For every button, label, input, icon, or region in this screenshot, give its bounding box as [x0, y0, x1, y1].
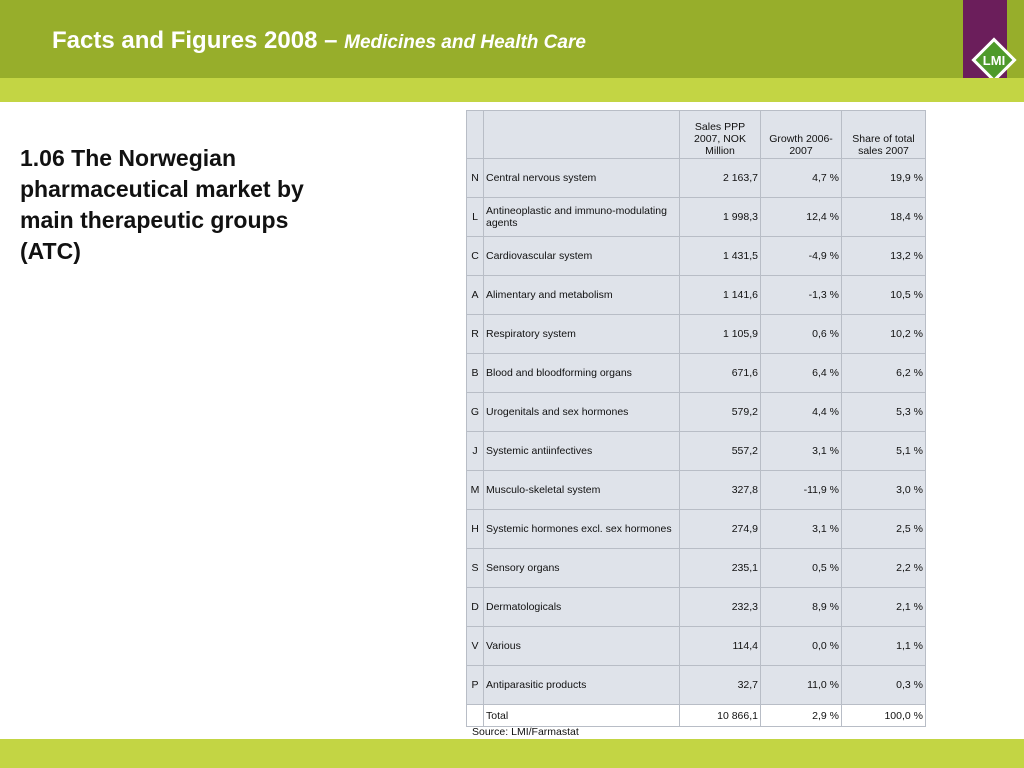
group-name: Blood and bloodforming organs	[484, 354, 680, 393]
growth-value: -1,3 %	[761, 276, 842, 315]
growth-value: 6,4 %	[761, 354, 842, 393]
growth-value: 11,0 %	[761, 666, 842, 705]
table-row	[467, 432, 926, 471]
group-name: Sensory organs	[484, 549, 680, 588]
total-label: Total	[484, 705, 680, 727]
table-header-row	[467, 111, 926, 159]
atc-table	[466, 110, 926, 727]
lime-band	[0, 78, 1024, 102]
growth-value: 0,0 %	[761, 627, 842, 666]
footer-bar	[0, 739, 1024, 768]
growth-value: 3,1 %	[761, 510, 842, 549]
sales-value: 1 105,9	[680, 315, 761, 354]
table-row	[467, 588, 926, 627]
table-total-row	[467, 705, 926, 727]
table-row	[467, 549, 926, 588]
table-row	[467, 237, 926, 276]
table-row	[467, 510, 926, 549]
atc-code: L	[467, 198, 484, 237]
growth-value: 0,5 %	[761, 549, 842, 588]
table-row	[467, 393, 926, 432]
share-value: 5,3 %	[842, 393, 926, 432]
sales-value: 2 163,7	[680, 159, 761, 198]
group-name: Cardiovascular system	[484, 237, 680, 276]
sales-value: 671,6	[680, 354, 761, 393]
atc-code: P	[467, 666, 484, 705]
share-value: 2,1 %	[842, 588, 926, 627]
atc-code: S	[467, 549, 484, 588]
growth-value: -4,9 %	[761, 237, 842, 276]
slide-title	[52, 27, 586, 55]
sales-value: 274,9	[680, 510, 761, 549]
total-share: 100,0 %	[842, 705, 926, 727]
atc-code: R	[467, 315, 484, 354]
table-row	[467, 471, 926, 510]
growth-value: 3,1 %	[761, 432, 842, 471]
share-value: 2,5 %	[842, 510, 926, 549]
sales-value: 32,7	[680, 666, 761, 705]
table-row	[467, 627, 926, 666]
share-value: 18,4 %	[842, 198, 926, 237]
share-value: 13,2 %	[842, 237, 926, 276]
sales-value: 114,4	[680, 627, 761, 666]
sales-value: 235,1	[680, 549, 761, 588]
atc-code: D	[467, 588, 484, 627]
sales-value: 1 431,5	[680, 237, 761, 276]
growth-value: -11,9 %	[761, 471, 842, 510]
atc-code: C	[467, 237, 484, 276]
group-name: Central nervous system	[484, 159, 680, 198]
share-value: 10,5 %	[842, 276, 926, 315]
table-row	[467, 354, 926, 393]
share-value: 10,2 %	[842, 315, 926, 354]
growth-value: 8,9 %	[761, 588, 842, 627]
atc-code: H	[467, 510, 484, 549]
growth-value: 4,4 %	[761, 393, 842, 432]
table-row	[467, 198, 926, 237]
group-name: Dermatologicals	[484, 588, 680, 627]
total-sales: 10 866,1	[680, 705, 761, 727]
growth-value: 12,4 %	[761, 198, 842, 237]
group-name: Antineoplastic and immuno-modulating agents	[484, 198, 680, 237]
growth-value: 0,6 %	[761, 315, 842, 354]
atc-code: A	[467, 276, 484, 315]
atc-code: J	[467, 432, 484, 471]
atc-code: B	[467, 354, 484, 393]
sales-value: 1 998,3	[680, 198, 761, 237]
group-name: Systemic antiinfectives	[484, 432, 680, 471]
sales-value: 327,8	[680, 471, 761, 510]
sales-value: 557,2	[680, 432, 761, 471]
group-name: Alimentary and metabolism	[484, 276, 680, 315]
table-row	[467, 666, 926, 705]
total-code	[467, 705, 484, 727]
header-cell	[484, 111, 680, 159]
header-cell-share: Share of total sales 2007	[842, 111, 926, 159]
atc-code: G	[467, 393, 484, 432]
slide-title-subtitle: Medicines and Health Care	[344, 32, 586, 53]
atc-code: M	[467, 471, 484, 510]
table-row	[467, 276, 926, 315]
sales-value: 232,3	[680, 588, 761, 627]
group-name: Various	[484, 627, 680, 666]
group-name: Systemic hormones excl. sex hormones	[484, 510, 680, 549]
slide-title-main: Facts and Figures 2008 –	[52, 27, 338, 54]
total-growth: 2,9 %	[761, 705, 842, 727]
group-name: Antiparasitic products	[484, 666, 680, 705]
atc-code: V	[467, 627, 484, 666]
table-body	[467, 159, 926, 705]
share-value: 3,0 %	[842, 471, 926, 510]
source-note: Source: LMI/Farmastat	[472, 726, 579, 738]
sales-value: 1 141,6	[680, 276, 761, 315]
logo-text: LMI	[982, 53, 1006, 68]
table-row	[467, 315, 926, 354]
share-value: 0,3 %	[842, 666, 926, 705]
growth-value: 4,7 %	[761, 159, 842, 198]
page-heading: 1.06 The Norwegian pharmaceutical market by main therapeutic groups (ATC)	[20, 145, 304, 264]
group-name: Musculo-skeletal system	[484, 471, 680, 510]
share-value: 2,2 %	[842, 549, 926, 588]
share-value: 6,2 %	[842, 354, 926, 393]
group-name: Urogenitals and sex hormones	[484, 393, 680, 432]
header-cell-sales: Sales PPP 2007, NOK Million	[680, 111, 761, 159]
header-cell-growth: Growth 2006-2007	[761, 111, 842, 159]
share-value: 19,9 %	[842, 159, 926, 198]
table-row	[467, 159, 926, 198]
header-cell	[467, 111, 484, 159]
share-value: 5,1 %	[842, 432, 926, 471]
atc-code: N	[467, 159, 484, 198]
sales-value: 579,2	[680, 393, 761, 432]
group-name: Respiratory system	[484, 315, 680, 354]
share-value: 1,1 %	[842, 627, 926, 666]
